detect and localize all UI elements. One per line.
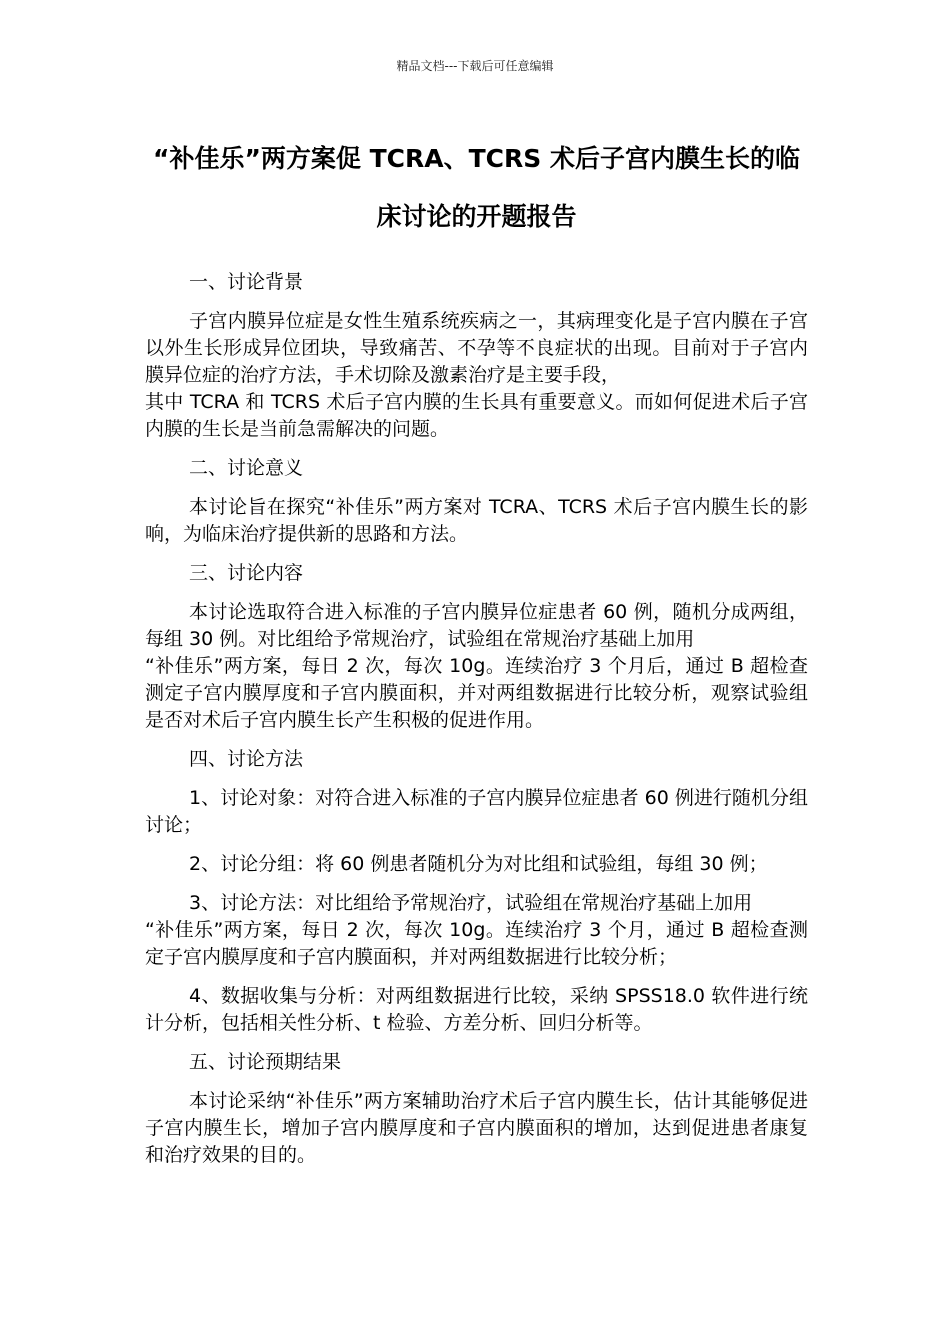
document-body bbox=[145, 269, 808, 1181]
section-heading: 一、讨论背景 bbox=[189, 271, 304, 293]
paragraph: 本讨论选取符合进入标准的子宫内膜异位症患者 60 例，随机分成两组，每组 30 例。对比组给予常规治疗，试验组在常规治疗基础上加用 “补佳乐”两方案，每日 2 次，每次 10g。连续治疗 3 个月后，通过 B 超检查测定子宫内膜厚度和子宫内膜面积，并对两组数据进行比较分析，观察试验组是否对术后子宫内膜生长产生积极的促进作用。 bbox=[145, 601, 808, 731]
section-heading: 二、讨论意义 bbox=[189, 457, 304, 479]
section-heading: 五、讨论预期结果 bbox=[189, 1051, 342, 1073]
paragraph: 本讨论采纳“补佳乐”两方案辅助治疗术后子宫内膜生长，估计其能够促进子宫内膜生长，增加子宫内膜厚度和子宫内膜面积的增加，达到促进患者康复和治疗效果的目的。 bbox=[145, 1090, 808, 1166]
method-item: 3、讨论方法：对比组给予常规治疗，试验组在常规治疗基础上加用 “补佳乐”两方案，每日 2 次，每次 10g。连续治疗 3 个月，通过 B 超检查测定子宫内膜厚度和子宫内膜面积，并对两组数据进行比较分析； bbox=[145, 892, 808, 968]
document-title: “补佳乐”两方案促 TCRA、TCRS 术后子宫内膜生长的临床讨论的开题报告 bbox=[153, 144, 800, 231]
paragraph: 子宫内膜异位症是女性生殖系统疾病之一，其病理变化是子宫内膜在子宫以外生长形成异位团块，导致痛苦、不孕等不良症状的出现。目前对于子宫内膜异位症的治疗方法，手术切除及激素治疗是主要手段， 其中 TCRA 和 TCRS 术后子宫内膜的生长具有重要意义。而如何促进术后子宫内膜的生长是当前急需解决的问题。 bbox=[145, 310, 808, 440]
section-heading: 四、讨论方法 bbox=[189, 748, 304, 770]
method-item: 4、数据收集与分析：对两组数据进行比较，采纳 SPSS18.0 软件进行统计分析，包括相关性分析、t 检验、方差分析、回归分析等。 bbox=[145, 985, 808, 1034]
section-heading: 三、讨论内容 bbox=[189, 562, 304, 584]
paragraph: 本讨论旨在探究“补佳乐”两方案对 TCRA、TCRS 术后子宫内膜生长的影响，为临床治疗提供新的思路和方法。 bbox=[145, 496, 808, 545]
method-item: 1、讨论对象：对符合进入标准的子宫内膜异位症患者 60 例进行随机分组讨论； bbox=[145, 787, 808, 836]
header-note: 精品文档---下载后可任意编辑 bbox=[396, 59, 554, 73]
method-item: 2、讨论分组：将 60 例患者随机分为对比组和试验组，每组 30 例； bbox=[189, 853, 768, 875]
